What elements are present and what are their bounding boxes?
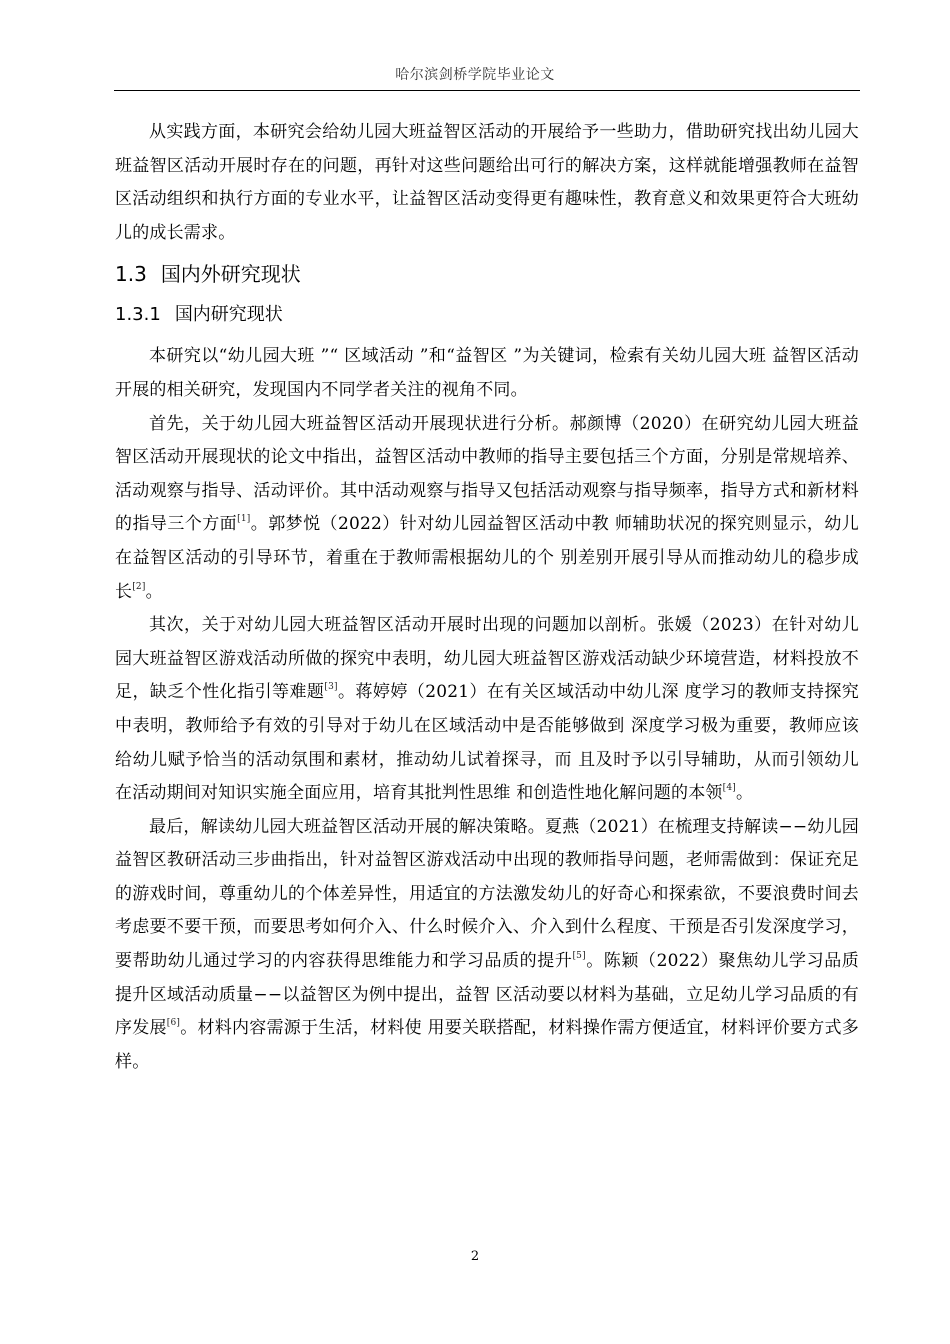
paragraph-text: 。 bbox=[145, 581, 163, 602]
citation-ref-2: [2] bbox=[132, 581, 146, 592]
citation-ref-1: [1] bbox=[237, 514, 251, 525]
section-heading-1-3 bbox=[115, 256, 859, 292]
paragraph-text: 。材料内容需源于生活，材料使 用要关联搭配，材料操作需方便适宜，材料评价要方式多样。 bbox=[115, 1018, 860, 1072]
paragraph-text: 。郭梦悦（2022）针对幼儿园益智区活动中教 师辅助状况的探究则显示，幼儿在益智区活动的引导环节，着重在于教师需根据幼儿的个 别差别开展引导从而推动幼儿的稳步成长 bbox=[115, 514, 859, 602]
paragraph-text: 。 bbox=[735, 783, 754, 804]
subsection-heading-1-3-1 bbox=[115, 298, 859, 332]
page-number: 2 bbox=[470, 1249, 480, 1264]
paragraph-text: 其次，关于对幼儿园大班益智区活动开展时出现的问题加以剖析。张媛（2023）在针对幼儿园大班益智区游戏活动所做的探究中表明，幼儿园大班益智区游戏活动缺少环境营造，材料投放不足，缺乏个性化指引等难题 bbox=[115, 615, 859, 703]
paragraph-text: 。陈颖（2022）聚焦幼儿学习品质提升区域活动质量−−以益智区为例中提出，益智 区活动要以材料为基础，立足幼儿学习品质的有序发展 bbox=[115, 951, 859, 1039]
paragraph-text: 本研究以“幼儿园大班 ”“ 区域活动 ”和“益智区 ”为关键词，检索有关幼儿园大班 益智区活动开展的相关研究，发现国内不同学者关注的视角不同。 bbox=[115, 346, 859, 400]
section-number: 1.3 bbox=[115, 262, 147, 287]
running-header: 哈尔滨剑桥学院毕业论文 bbox=[395, 67, 555, 83]
paragraph-strategies bbox=[115, 811, 859, 1080]
body-content bbox=[115, 116, 859, 1079]
subsection-title: 国内研究现状 bbox=[174, 304, 283, 326]
citation-ref-5: [5] bbox=[572, 951, 586, 962]
intro-paragraph: 从实践方面，本研究会给幼儿园大班益智区活动的开展给予一些助力，借助研究找出幼儿园大班益智区活动开展时存在的问题，再针对这些问题给出可行的解决方案，这样就能增强教师在益智区活动组织和执行方面的专业水平，让益智区活动变得更有趣味性，教育意义和效果更符合大班幼儿的成长需求。 bbox=[115, 122, 859, 243]
section-title: 国内外研究现状 bbox=[160, 262, 301, 287]
paragraph-current-status bbox=[115, 408, 859, 610]
paragraph-keywords bbox=[115, 340, 859, 407]
paragraph-problems bbox=[115, 609, 859, 811]
paragraph-text: 首先，关于幼儿园大班益智区活动开展现状进行分析。郝颜博（2020）在研究幼儿园大班益智区活动开展现状的论文中指出，益智区活动中教师的指导主要包括三个方面，分别是常规培养、活动观察与指导、活动评价。其中活动观察与指导又包括活动观察与指导频率，指导方式和新材料的指导三个方面 bbox=[115, 413, 859, 535]
paragraph-text: 。蒋婷婷（2021）在有关区域活动中幼儿深 度学习的教师支持探究中表明，教师给予有效的引导对于幼儿在区域活动中是否能够做到 深度学习极为重要，教师应该给幼儿赋予恰当的活动氛围和素材，推动幼儿试着探寻，而 且及时予以引导辅助，从而引领幼儿在活动期间对知识实施全面应用，培育其批判性思维 和创造性地化解问题的本领 bbox=[115, 682, 859, 804]
subsection-number: 1.3.1 bbox=[115, 304, 161, 326]
paragraph-text: 最后，解读幼儿园大班益智区活动开展的解决策略。夏燕（2021）在梳理支持解读−−幼儿园益智区教研活动三步曲指出，针对益智区游戏活动中出现的教师指导问题，老师需做到：保证充足的游戏时间，尊重幼儿的个体差异性，用适宜的方法激发幼儿的好奇心和探索欲，不要浪费时间去考虑要不要干预，而要思考如何介入、什么时候介入、介入到什么程度、干预是否引发深度学习，要帮助幼儿通过学习的内容获得思维能力和学习品质的提升 bbox=[115, 816, 859, 972]
citation-ref-3: [3] bbox=[324, 682, 338, 693]
citation-ref-6: [6] bbox=[166, 1018, 181, 1029]
citation-ref-4: [4] bbox=[722, 783, 736, 794]
header-divider bbox=[114, 90, 860, 91]
